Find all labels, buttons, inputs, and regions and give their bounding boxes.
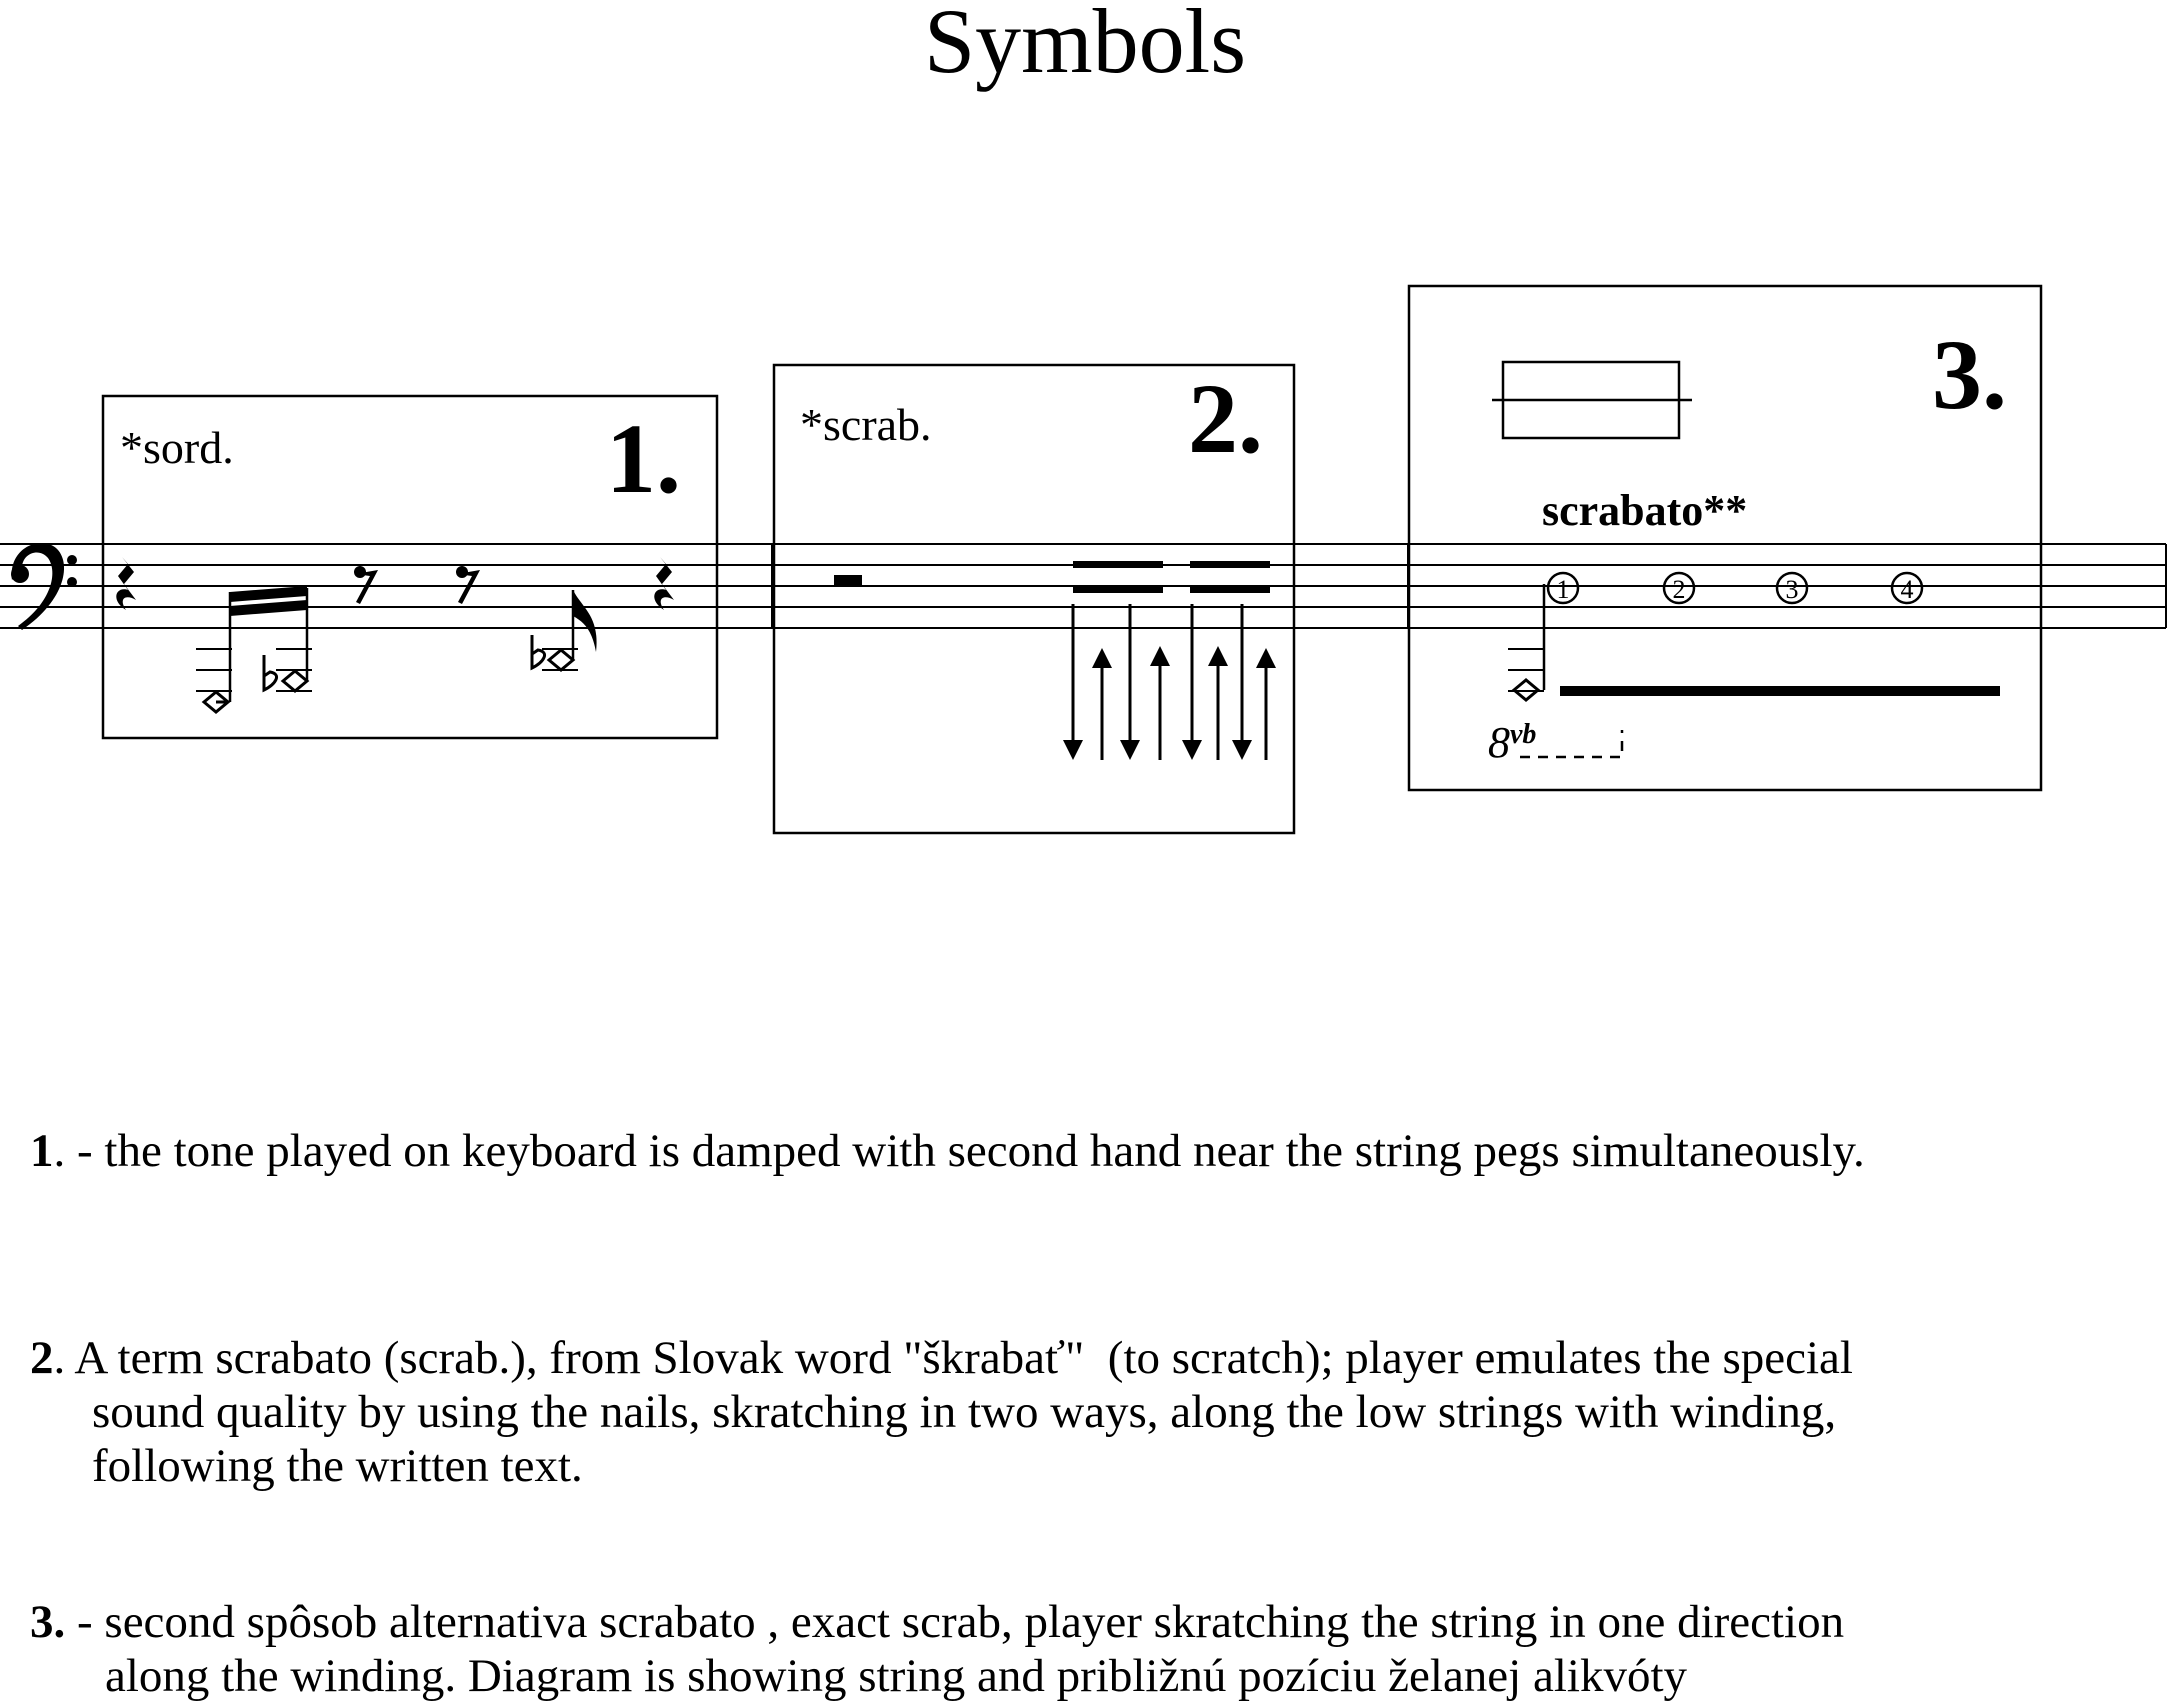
- sustain-line: [1560, 686, 2000, 696]
- string-number-4: [1892, 573, 1922, 604]
- symbol-box-2: [774, 363, 1294, 833]
- svg-text:2: 2: [1672, 575, 1686, 604]
- explanation-2: 2. A term scrabato (scrab.), from Slovak word "škrabať" (to scratch); player emulates the special sound quality by using the nails, skratching in two ways, along the low strings with winding, following the written text.: [30, 1332, 1853, 1492]
- box-number: 3.: [1932, 319, 2007, 430]
- diamond-note-1: [204, 692, 228, 712]
- box-number: 2.: [1188, 363, 1263, 474]
- explanation-1: 1. - the tone played on keyboard is damped with second hand near the string pegs simultaneously.: [30, 1125, 1865, 1177]
- string-number-3: [1777, 573, 1807, 604]
- symbol-box-1: [103, 396, 717, 738]
- svg-text:4: 4: [1900, 575, 1914, 604]
- technique-label: scrabato**: [1542, 486, 1748, 535]
- diamond-note-2: [283, 671, 307, 691]
- string-number-1: [1548, 573, 1578, 604]
- string-number-2: [1664, 573, 1694, 604]
- svg-text:3: 3: [1785, 575, 1799, 604]
- flat-icon: [532, 635, 545, 668]
- diamond-note-3: [549, 650, 573, 670]
- octave-marking: $8^{vb}$: [1488, 718, 1537, 767]
- box-marking: *sord.: [120, 422, 234, 473]
- half-rest-icon: [834, 575, 862, 586]
- box-marking: *scrab.: [800, 399, 932, 450]
- page-title: Symbols: [923, 0, 1247, 92]
- box-number: 1.: [606, 403, 681, 514]
- explanation-3: 3. - second spôsob alternativa scrabato , exact scrab, player skratching the string in one direction along the winding. Diagram is showing string and približnú pozíciu želanej alikvóty: [30, 1596, 1845, 1702]
- svg-text:1: 1: [1556, 575, 1570, 604]
- symbol-box-3: [1409, 286, 2041, 790]
- flat-icon: [264, 655, 277, 690]
- string-diagram: [1492, 362, 1692, 438]
